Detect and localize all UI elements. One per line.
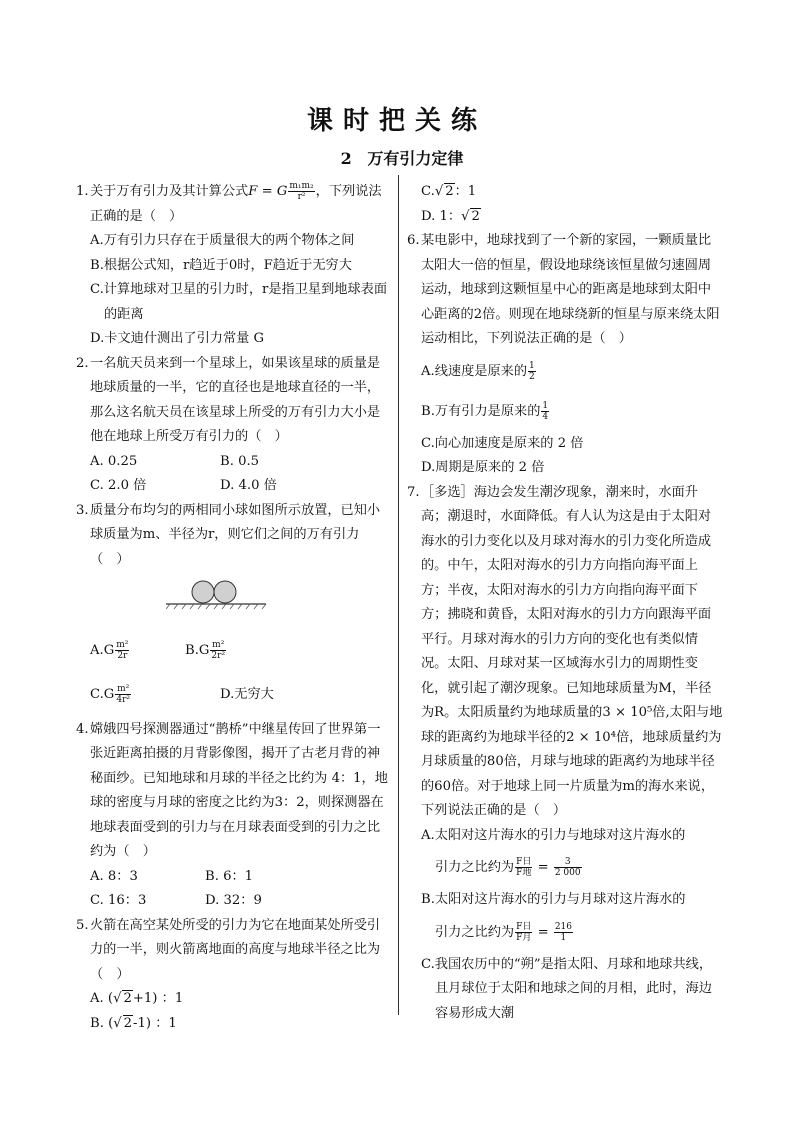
- option-c: C.计算地球对卫星的引力时，r是指卫星到地球表面的距离: [90, 282, 388, 322]
- options-row: [90, 865, 391, 890]
- question-stem: 一名航天员来到一个星球上，如果该星球的质量是地球质量的一半，它的直径也是地球直径的一半，那么这名航天员在该星球上所受的万有引力大小是他在地球上所受万有引力的（ ）: [90, 355, 381, 444]
- question-number: 7.: [407, 484, 420, 500]
- sun-distance-ratio: 2 × 10⁴: [566, 729, 616, 745]
- question-3: [76, 499, 391, 573]
- formula-fraction: $\frac{\text{m₁m₂}}{\text{r²}}$: [289, 181, 314, 202]
- option-b: B.万有引力是原来的 $\frac{1}{4}$: [421, 400, 549, 422]
- column-divider: [398, 175, 399, 1015]
- question-number: 6.: [407, 233, 420, 248]
- option-c: C.√ 2：1: [421, 184, 477, 199]
- ground-hatch: [166, 604, 266, 609]
- sun-mass-ratio: 3 × 10⁵: [602, 705, 653, 720]
- ball-right: [214, 581, 236, 603]
- option-d: D.卡文迪什测出了引力常量 G: [90, 331, 265, 346]
- page-title: 课时把关练: [306, 106, 487, 136]
- ball-left: [192, 581, 214, 603]
- question-number: 5.: [76, 917, 89, 933]
- option-a: A. (√ 2+1) ：1: [90, 991, 184, 1006]
- question-stem: 某电影中，地球找到了一个新的家园，一颗质量比太阳大一倍的恒星，假设地球绕该恒星做匀速圆周运动，地球到这颗恒星中心的距离是地球到太阳中心距离的2倍。则现在地球绕新的恒星与原来绕太阳运动相比，下列说法正确的是（ ）: [421, 233, 720, 346]
- question-stem: 火箭在高空某处所受的引力为它在地面某处所受引力的一半，则火箭离地面的高度与地球半径之比为（ ）: [90, 917, 381, 982]
- left-column: [76, 180, 391, 1036]
- options-row: [90, 474, 391, 499]
- option-b: B.太阳对这片海水的引力与月球对这片海水的 引力之比约为 $\frac{\text{F日}}{\text{F月}}$ = $\frac{216}{1}$: [421, 892, 686, 943]
- option-b: B. 0.5: [220, 453, 260, 469]
- question-stem: 嫦娥四号探测器通过“鹊桥”中继星传回了世界第一张近距离拍摄的月背影像图，揭开了古老月背的神秘面纱。已知地球和月球的半径之比约为 4：1，地球的密度与月球的密度之比约为3：2，则探测器在地球表面受到的引力与在月球表面受到的引力之比约为（ ）: [90, 721, 388, 859]
- option-a: A.太阳对这片海水的引力与地球对这片海水的 引力之比约为 $\frac{\text{F日}}{\text{F地}}$ = $\frac{3}{2 000}$: [421, 827, 686, 878]
- question-2: [76, 352, 391, 450]
- options-row: [90, 630, 391, 674]
- option-a: A.万有引力只存在于质量很大的两个物体之间: [90, 233, 355, 248]
- options-row: [90, 674, 391, 718]
- option-a: A.G $\frac{\text{m²}}{2r}$: [90, 640, 129, 662]
- question-stem: ［多选］海边会发生潮汐现象，潮来时，水面升高；潮退时，水面降低。有人认为这是由于太阳对海水的引力变化以及月球对海水的引力变化所造成的。中午，太阳对海水的引力方向指向海平面上方；半夜，太阳对海水的引力方向指向海平面下方；拂晓和黄昏，太阳对海水的引力方向跟海平面平行。月球对海水的引力方向的变化也有类似情况。太阳、月球对某一区域海水引力的周期性变化，就引起了潮汐现象。已知地球质量为M，半径为R。太阳质量约为地球质量的: [421, 484, 712, 720]
- option-d: D. 4.0 倍: [220, 478, 277, 493]
- option-d: D. 32：9: [205, 893, 262, 908]
- lesson-number: 2: [340, 149, 352, 168]
- question-stem: 质量分布均匀的两相同小球如图所示放置，已知小球质量为m、半径为r，则它们之间的万有引力（ ）: [90, 502, 381, 567]
- question-1: [76, 180, 391, 229]
- two-balls-figure: [166, 578, 276, 612]
- option-b: B. (√ 2-1) ：1: [90, 1015, 177, 1031]
- question-4: [76, 718, 391, 865]
- option-c: C.G $\frac{\text{m²}}{\text{4r²}}$: [90, 684, 130, 706]
- options-row: [90, 889, 391, 914]
- option-b: B.根据公式知，r趋近于0时，F趋近于无穷大: [90, 257, 352, 273]
- question-7: 7. ［多选］海边会发生潮汐现象，潮来时，水面升高；潮退时，水面降低。有人认为这是由于太阳对海水的引力变化以及月球对海水的引力变化所造成的。中午，太阳对海水的引力方向指向海平面上方；半夜，太阳对海水的引力方向指向海平面下方；拂晓和黄昏，太阳对海水的引力方向跟海平面平行。月球对海水的引力方向的变化也有类似情况。太阳、月球对某一区域海水引力的周期性变化，就引起了潮汐现象。已知地球质量为M，半径为R。太阳质量约为地球质量的3 × 10⁵倍,太阳与地球的距离约为地球半径的2 × 10⁴倍，地球质量约为月球质量的80倍，月球与地球的距离约为地球半径的60倍。对于地球上同一片质量为m的海水来说，下列说法正确的是（ ）: [407, 481, 723, 824]
- question-6: [407, 229, 723, 352]
- question-stem: 关于万有引力及其计算公式: [90, 184, 249, 199]
- option-c: C. 16：3: [90, 893, 147, 908]
- option-c: C.向心加速度是原来的 2 倍: [421, 435, 584, 451]
- question-5: [76, 914, 391, 988]
- question-number: 4.: [76, 721, 89, 737]
- formula: F = G: [248, 184, 288, 199]
- option-c: C.我国农历中的“朔”是指太阳、月球和地球共线，且月球位于太阳和地球之间的月相，此时，海边容易形成大潮: [421, 956, 713, 1021]
- right-column: [407, 180, 723, 1026]
- lesson-name: 万有引力定律: [367, 149, 464, 168]
- lesson-subtitle: [0, 146, 794, 169]
- question-stem-end: ，下列说法正确的是（ ）: [90, 184, 382, 224]
- question-number: 3.: [76, 502, 89, 518]
- options-row: [90, 450, 391, 475]
- question-number: 2.: [76, 355, 89, 371]
- option-d: D.无穷大: [220, 687, 274, 703]
- option-c: C. 2.0 倍: [90, 478, 147, 493]
- option-d: D. 1：√ 2: [421, 208, 480, 224]
- option-d: D.周期是原来的 2 倍: [421, 460, 545, 475]
- option-b: B.G $\frac{\text{m²}}{\text{2r²}}$: [185, 640, 226, 662]
- option-a: A. 8：3: [90, 868, 138, 884]
- question-number: 1.: [76, 184, 89, 199]
- option-a: A.线速度是原来的 $\frac{1}{2}$: [421, 360, 535, 382]
- option-a: A. 0.25: [90, 453, 138, 469]
- option-b: B. 6：1: [205, 868, 254, 884]
